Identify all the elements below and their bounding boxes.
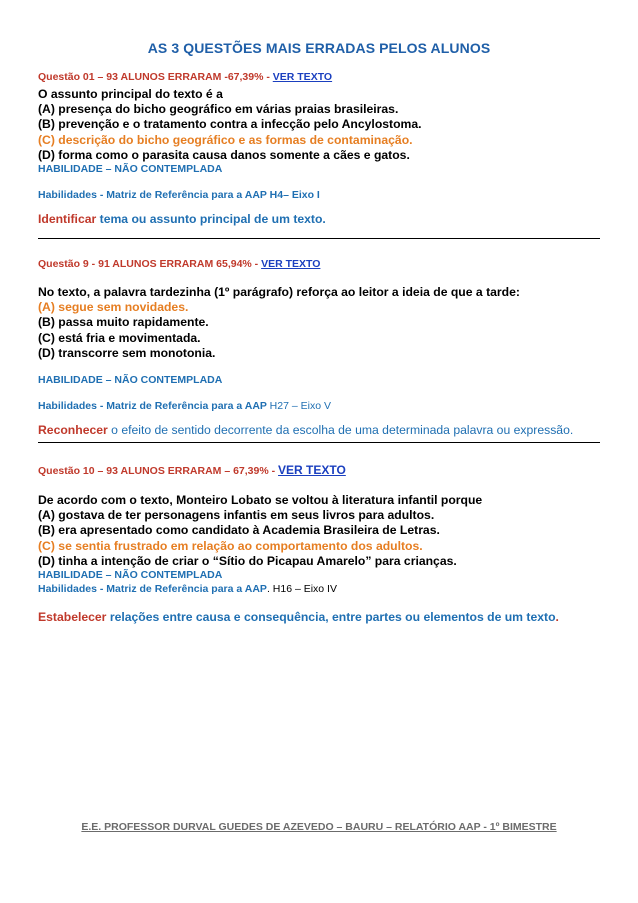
question-1-skill [38, 211, 598, 227]
question-1-header-text: Questão 01 – 93 ALUNOS ERRARAM -67,39% - [38, 71, 273, 83]
question-10-skill-text: relações entre causa e consequência, entre partes ou elementos de um texto [106, 610, 556, 625]
ver-texto-link-1[interactable]: VER TEXTO [272, 71, 333, 83]
question-10-skill-verb: Estabelecer [38, 610, 107, 625]
question-1-skill-text: tema ou assunto principal de um texto. [96, 212, 326, 227]
question-1-option-a: (A) presença do bicho geográfico em várias praias brasileiras. [38, 102, 399, 117]
question-10-skill [38, 609, 598, 625]
question-1-stem: O assunto principal do texto é a [38, 87, 223, 101]
question-9-habilidade-matrix-label: Habilidades - Matriz de Referência para a AAP [38, 399, 270, 412]
question-1-option-b: (B) prevenção e o tratamento contra a infecção pelo Ancylostoma. [38, 117, 422, 132]
question-10-header [38, 463, 598, 478]
question-1-header [38, 70, 598, 84]
question-9-habilidade-matrix [38, 400, 598, 414]
question-10-option-a: (A) gostava de ter personagens infantis em seus livros para adultos. [38, 508, 435, 523]
question-10-skill-end: . [555, 610, 559, 625]
ver-texto-link-3[interactable]: VER TEXTO [278, 463, 346, 477]
question-9-habilidade-status: HABILIDADE – NÃO CONTEMPLADA [38, 374, 223, 387]
question-10-option-d: (D) tinha a intenção de criar o “Sítio do Picapau Amarelo” para crianças. [38, 553, 457, 568]
question-1-habilidade-status: HABILIDADE – NÃO CONTEMPLADA [38, 163, 223, 176]
question-10-option-b: (B) era apresentado como candidato à Academia Brasileira de Letras. [38, 523, 440, 538]
question-10-header-text: Questão 10 – 93 ALUNOS ERRARAM – 67,39% - [38, 465, 279, 477]
question-9-option-b: (B) passa muito rapidamente. [38, 315, 209, 330]
question-10-option-c: (C) se sentia frustrado em relação ao comportamento dos adultos. [38, 538, 423, 553]
question-10-habilidade-matrix-label: Habilidades - Matriz de Referência para a AAP [38, 582, 267, 595]
question-10-habilidade-status: HABILIDADE – NÃO CONTEMPLADA [38, 569, 223, 582]
question-9-skill [38, 422, 598, 438]
question-10-stem: De acordo com o texto, Monteiro Lobato se voltou à literatura infantil porque [38, 493, 483, 507]
question-1-option-c: (C) descrição do bicho geográfico e as formas de contaminação. [38, 132, 413, 147]
question-10 [38, 463, 598, 625]
question-1-skill-verb: Identificar [38, 212, 97, 227]
question-1-habilidade-matrix: Habilidades - Matriz de Referência para a AAP H4– Eixo I [38, 188, 320, 201]
question-9-stem: No texto, a palavra tardezinha (1º parágrafo) reforça ao leitor a ideia de que a tarde: [38, 285, 520, 299]
page-footer: E.E. PROFESSOR DURVAL GUEDES DE AZEVEDO – BAURU – RELATÓRIO AAP - 1º BIMESTRE [81, 821, 557, 833]
divider-2 [38, 442, 600, 443]
divider-1 [38, 238, 600, 239]
question-9-header-text: Questão 9 - 91 ALUNOS ERRARAM 65,94% - [38, 258, 262, 270]
page-title: AS 3 QUESTÕES MAIS ERRADAS PELOS ALUNOS [147, 40, 491, 56]
question-9-header [38, 257, 598, 271]
question-9-skill-text: o efeito de sentido decorrente da escolha de uma determinada palavra ou expressão. [107, 423, 574, 438]
question-9-habilidade-code: H27 – Eixo V [269, 399, 331, 412]
question-9-option-c: (C) está fria e movimentada. [38, 330, 201, 345]
question-9 [38, 257, 598, 438]
ver-texto-link-2[interactable]: VER TEXTO [261, 258, 321, 270]
question-10-habilidade-code: . H16 – Eixo IV [266, 582, 337, 595]
question-9-skill-verb: Reconhecer [38, 423, 108, 438]
question-10-habilidade-matrix [38, 583, 598, 597]
question-9-option-d: (D) transcorre sem monotonia. [38, 345, 216, 360]
question-1 [38, 70, 598, 227]
question-9-option-a: (A) segue sem novidades. [38, 300, 189, 315]
question-1-option-d: (D) forma como o parasita causa danos somente a cães e gatos. [38, 147, 410, 162]
